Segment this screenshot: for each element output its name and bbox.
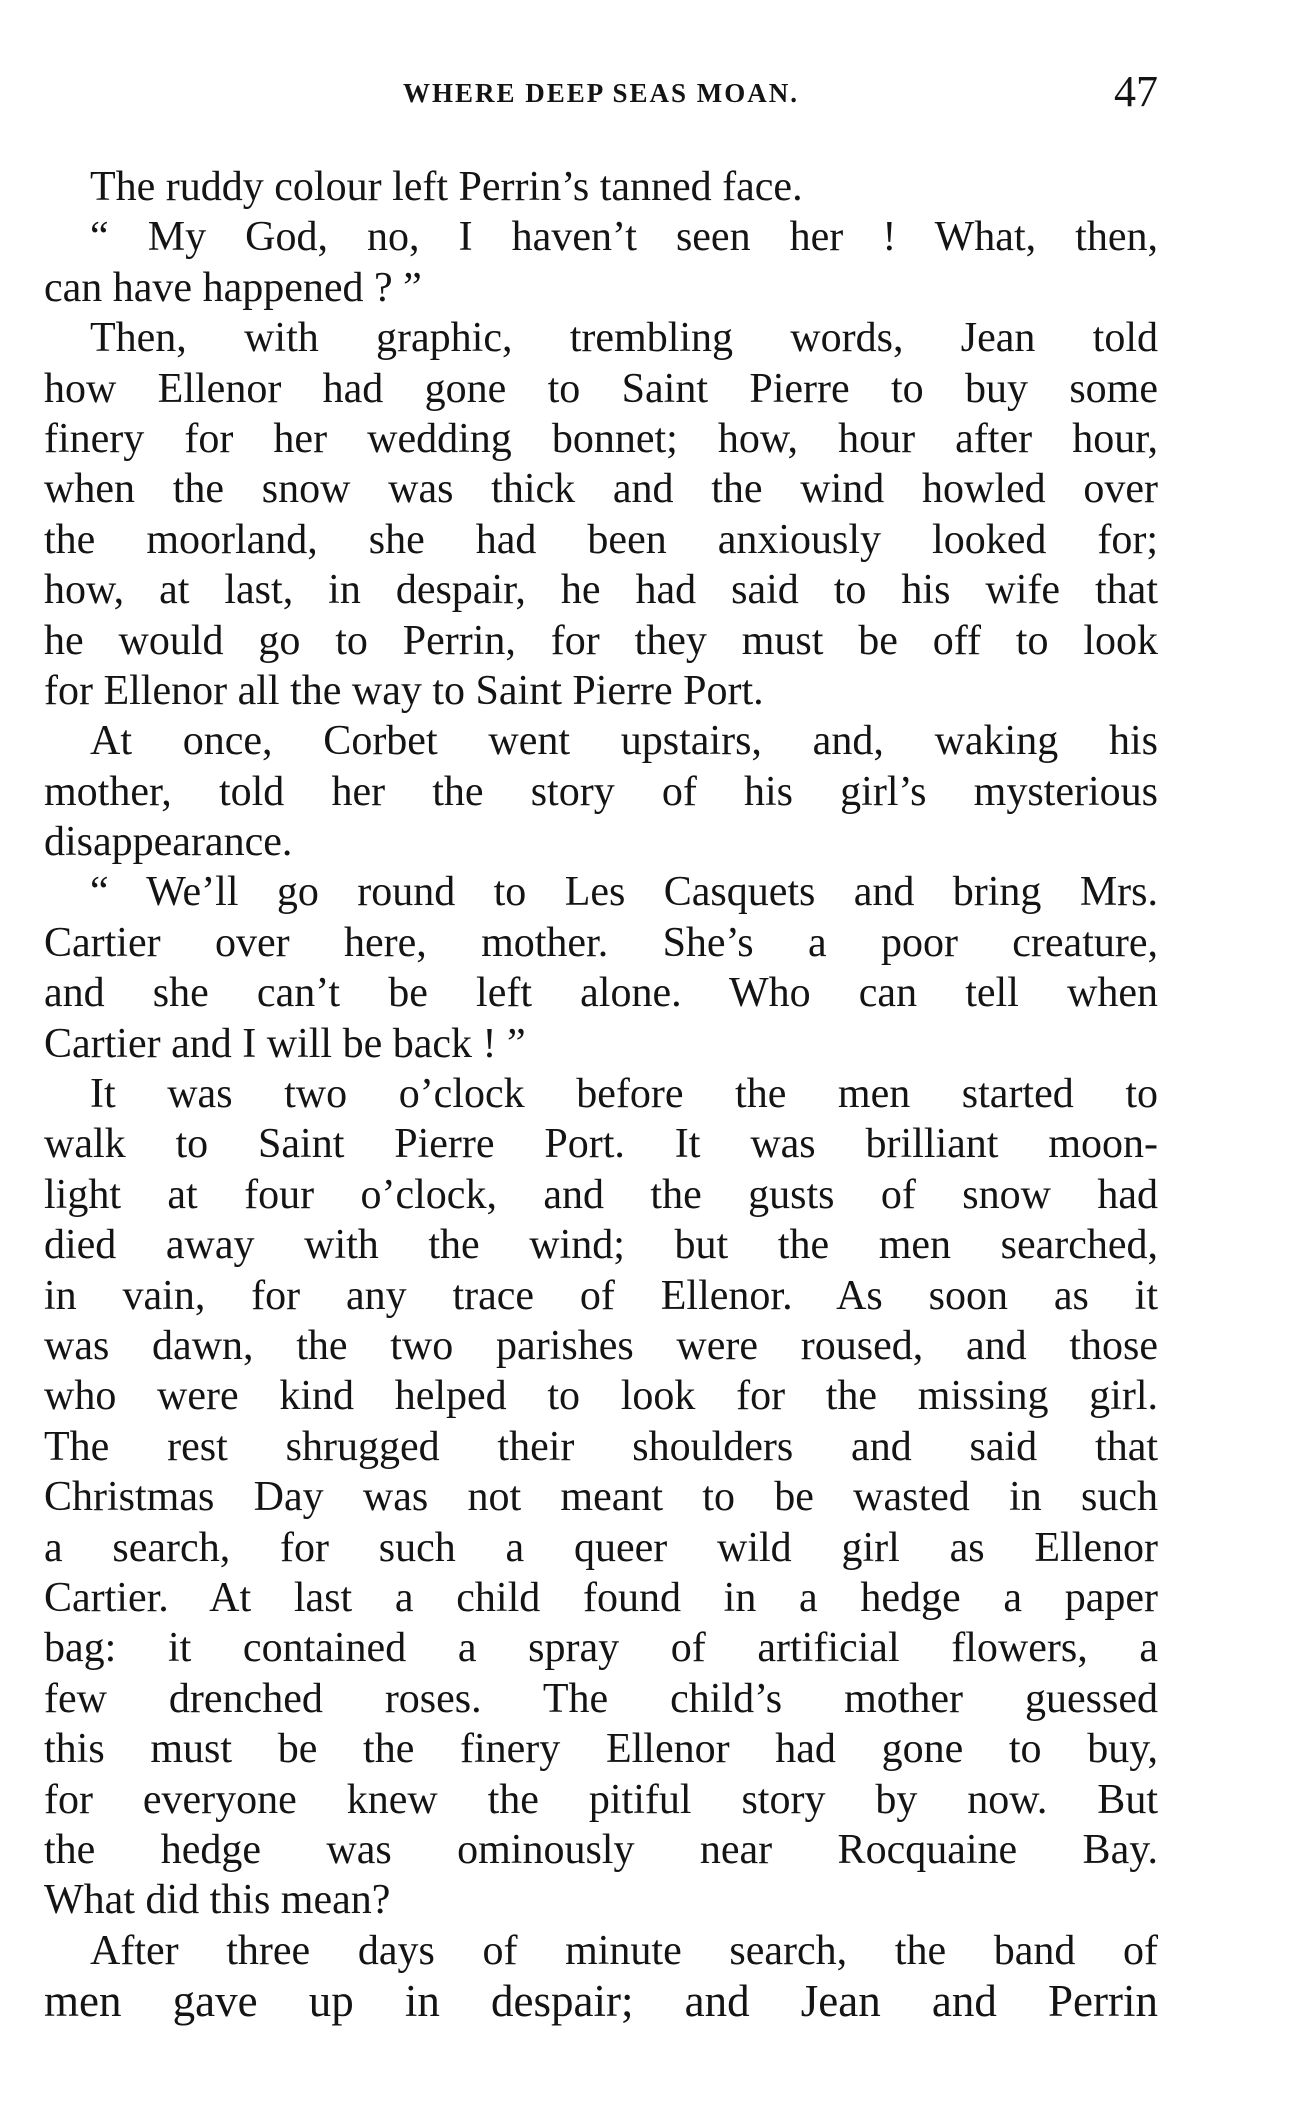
text-line: the hedge was ominously near Rocquaine Bay. [44,1826,1158,1873]
text-line: walk to Saint Pierre Port. It was brilliant moon- [44,1121,1158,1168]
text-line: finery for her wedding bonnet; how, hour after hour, [44,415,1158,462]
text-line: Cartier over here, mother. She’s a poor creature, [44,919,1158,966]
text-line: how, at last, in despair, he had said to his wife that [44,567,1158,614]
text-line: a search, for such a queer wild girl as Ellenor [44,1524,1158,1571]
text-line: It was two o’clock before the men started to [90,1071,1158,1118]
text-line: when the snow was thick and the wind howled over [44,466,1158,513]
text-line: few drenched roses. The child’s mother guessed [44,1675,1158,1722]
text-line: disappearance. [44,819,293,866]
page-number: 47 [1114,67,1158,116]
text-line: for Ellenor all the way to Saint Pierre Port. [44,667,764,714]
text-line: how Ellenor had gone to Saint Pierre to buy some [44,365,1158,412]
text-line: “ We’ll go round to Les Casquets and bring Mrs. [90,869,1158,916]
text-line: the moorland, she had been anxiously looked for; [44,516,1158,563]
text-line: “ My God, no, I haven’t seen her ! What, then, [90,214,1158,261]
text-line: The ruddy colour left Perrin’s tanned face. [90,164,803,210]
text-line: can have happened ? ” [44,264,422,311]
page-header [44,66,1158,122]
text-line: was dawn, the two parishes were roused, and those [44,1322,1158,1369]
text-line: After three days of minute search, the band of [90,1927,1158,1974]
text-line: died away with the wind; but the men searched, [44,1222,1158,1269]
body-text [44,162,1158,2026]
text-line: light at four o’clock, and the gusts of snow had [44,1171,1158,1218]
text-line: in vain, for any trace of Ellenor. As soon as it [44,1272,1158,1319]
text-line: he would go to Perrin, for they must be off to look [44,617,1158,664]
text-line: At once, Corbet went upstairs, and, waking his [90,718,1158,765]
text-line: Cartier. At last a child found in a hedge a paper [44,1574,1158,1621]
text-line: mother, told her the story of his girl’s mysterious [44,768,1158,815]
text-line: What did this mean? [44,1877,391,1924]
text-line: this must be the finery Ellenor had gone to buy, [44,1726,1158,1773]
text-line: bag: it contained a spray of artificial flowers, a [44,1625,1158,1672]
text-line: who were kind helped to look for the missing girl. [44,1373,1158,1420]
text-line: The rest shrugged their shoulders and said that [44,1423,1158,1470]
text-line: Then, with graphic, trembling words, Jean told [90,315,1158,362]
text-line: Cartier and I will be back ! ” [44,1020,526,1067]
running-title: WHERE DEEP SEAS MOAN. [402,78,800,108]
text-line: and she can’t be left alone. Who can tell when [44,970,1158,1017]
text-line: men gave up in despair; and Jean and Perrin [44,1976,1158,2027]
text-line: for everyone knew the pitiful story by now. But [44,1776,1158,1823]
text-line: Christmas Day was not meant to be wasted in such [44,1474,1158,1521]
